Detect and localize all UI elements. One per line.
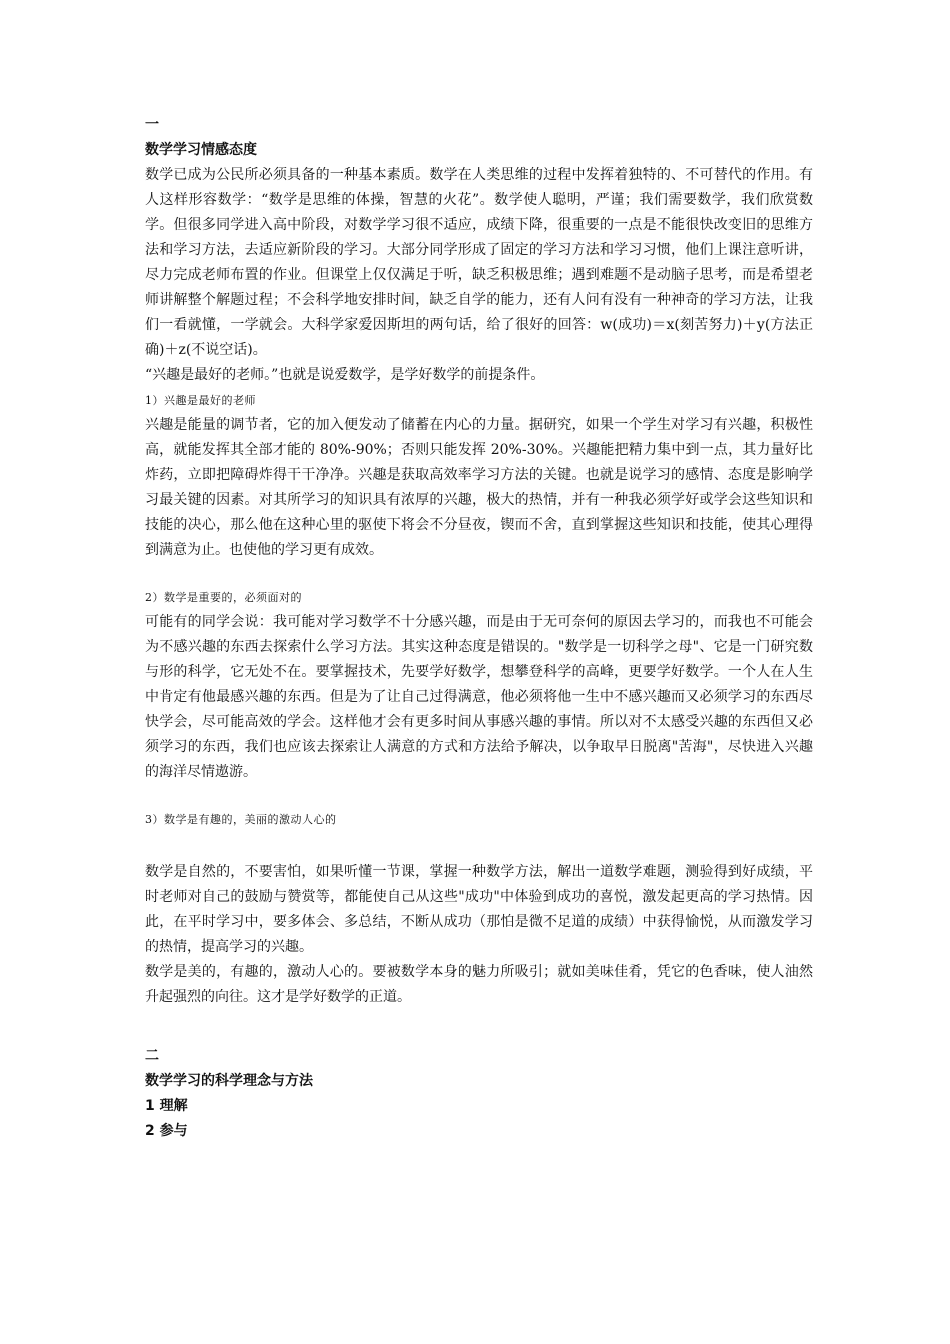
section1-number: 一 (145, 117, 159, 133)
spacer (145, 785, 813, 807)
subsection3-body-2: 数学是美的，有趣的，激动人心的。要被数学本身的魅力所吸引；就如美味佳肴，凭它的色香味，使人油然升起强烈的向往。这才是学好数学的正道。 (145, 964, 813, 1005)
subsection1-title: 1）兴趣是最好的老师 (145, 394, 256, 407)
spacer (145, 832, 813, 860)
section1-intro: 数学已成为公民所必须具备的一种基本素质。数学在人类思维的过程中发挥着独特的、不可替代的作用。有人这样形容数学：“数学是思维的体操，智慧的火花”。数学使人聪明，严谨；我们需要数学，我们欣赏数学。但很多同学进入高中阶段，对数学学习很不适应，成绩下降，很重要的一点是不能很快改变旧的思维方法和学习方法，去适应新阶段的学习。大部分同学形成了固定的学习方法和学习习惯，他们上课注意听讲，尽力完成老师布置的作业。但课堂上仅仅满足于听，缺乏积极思维；遇到难题不是动脑子思考，而是希望老师讲解整个解题过程；不会科学地安排时间，缺乏自学的能力，还有人问有没有一种神奇的学习方法，让我们一看就懂，一学就会。大科学家爱因斯坦的两句话，给了很好的回答：w(成功)＝x(刻苦努力)＋y(方法正确)＋z(不说空话)。 (145, 167, 813, 358)
subsection3-title: 3）数学是有趣的，美丽的激动人心的 (145, 813, 337, 826)
section1-quote: “兴趣是最好的老师。”也就是说爱数学，是学好数学的前提条件。 (145, 367, 545, 383)
spacer (145, 1010, 813, 1044)
spacer (145, 563, 813, 585)
document-body (145, 113, 813, 1144)
subsection2-body: 可能有的同学会说：我可能对学习数学不十分感兴趣，而是由于无可奈何的原因去学习的，而我也不可能会为不感兴趣的东西去探索什么学习方法。其实这种态度是错误的。"数学是一切科学之母"、它是一门研究数与形的科学，它无处不在。要掌握技术，先要学好数学，想攀登科学的高峰，更要学好数学。一个人在人生中肯定有他最感兴趣的东西。但是为了让自己过得满意，他必须将他一生中不感兴趣而又必须学习的东西尽快学会，尽可能高效的学会。这样他才会有更多时间从事感兴趣的事情。所以对不太感受兴趣的东西但又必须学习的东西，我们也应该去探索让人满意的方式和方法给予解决，以争取早日脱离"苦海"，尽快进入兴趣的海洋尽情遨游。 (145, 614, 813, 780)
subsection1-body: 兴趣是能量的调节者，它的加入便发动了储蓄在内心的力量。据研究，如果一个学生对学习有兴趣，积极性高，就能发挥其全部才能的 80%-90%；否则只能发挥 20%-30%。兴趣能把精力集中到一点，其力量好比炸药，立即把障碍炸得干干净净。兴趣是获取高效率学习方法的关键。也就是说学习的感情、态度是影响学习最关键的因素。对其所学习的知识具有浓厚的兴趣，极大的热情，并有一种我必须学好或学会这些知识和技能的决心，那么他在这种心里的驱使下将会不分昼夜，锲而不舍，直到掌握这些知识和技能，使其心理得到满意为止。也使他的学习更有成效。 (145, 417, 813, 558)
section1-title: 数学学习情感态度 (145, 142, 257, 158)
section2-item-1: 1 理解 (145, 1098, 188, 1114)
subsection3-body-1: 数学是自然的，不要害怕，如果听懂一节课，掌握一种数学方法，解出一道数学难题，测验得到好成绩，平时老师对自己的鼓励与赞赏等，都能使自己从这些"成功"中体验到成功的喜悦，激发起更高的学习热情。因此，在平时学习中，要多体会、多总结，不断从成功（那怕是微不足道的成绩）中获得愉悦，从而激发学习的热情，提高学习的兴趣。 (145, 864, 813, 955)
section2-item-2: 2 参与 (145, 1123, 188, 1139)
subsection2-title: 2）数学是重要的，必须面对的 (145, 591, 302, 604)
section2-number: 二 (145, 1048, 159, 1064)
section2-title: 数学学习的科学理念与方法 (145, 1073, 313, 1089)
